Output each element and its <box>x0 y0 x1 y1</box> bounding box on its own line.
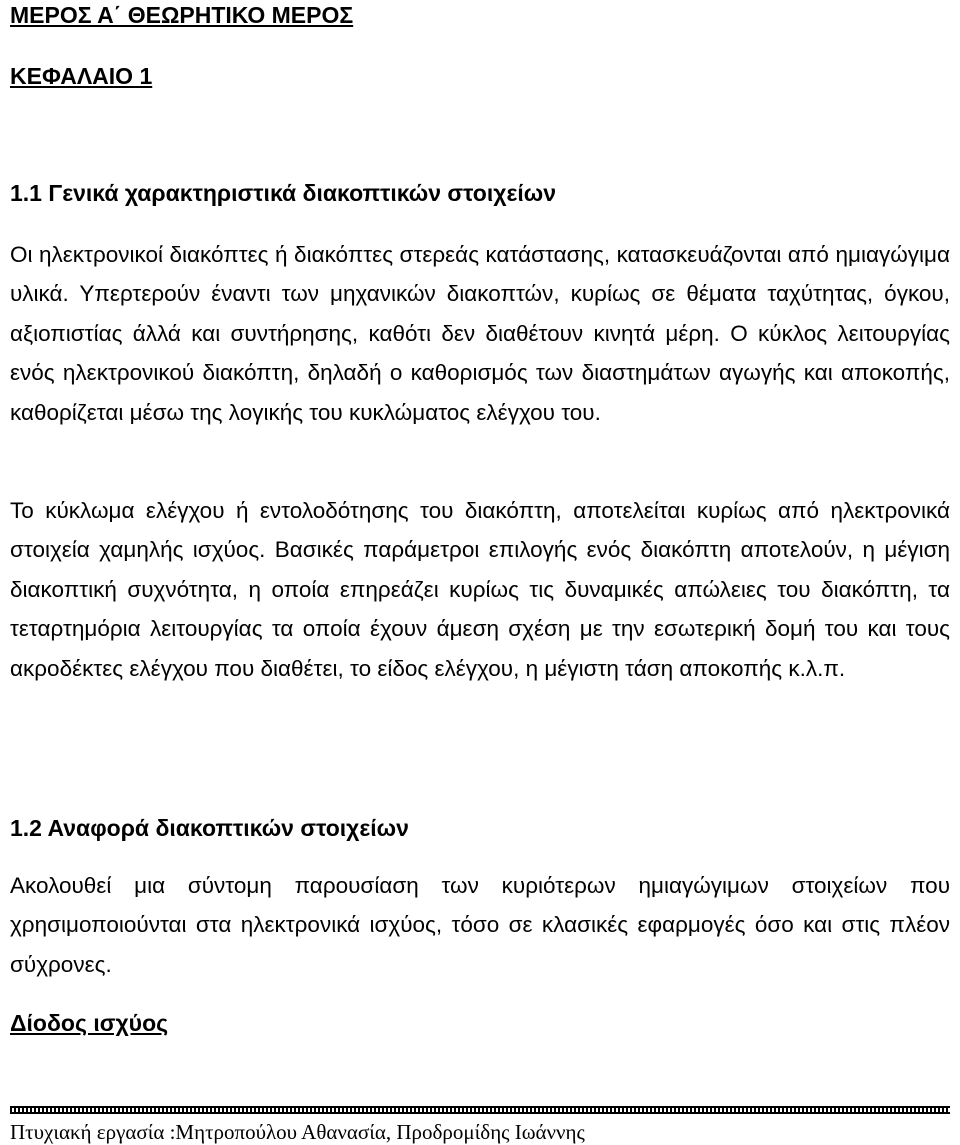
page-footer: Πτυχιακή εργασία :Μητροπούλου Αθανασία, Προδρομίδης Ιωάννης <box>10 1120 585 1144</box>
section-title-1-2: 1.2 Αναφορά διακοπτικών στοιχείων <box>10 815 409 841</box>
part-title: ΜΕΡΟΣ Α΄ ΘΕΩΡΗΤΙΚΟ ΜΕΡΟΣ <box>10 2 354 28</box>
section-title-1-1: 1.1 Γενικά χαρακτηριστικά διακοπτικών στοιχείων <box>10 180 556 206</box>
section-1-1-paragraph-2: Το κύκλωμα ελέγχου ή εντολοδότησης του διακόπτη, αποτελείται κυρίως από ηλεκτρονικά στοιχεία χαμηλής ισχύος. Βασικές παράμετροι επιλογής ενός διακόπτη αποτελούν, η μέγιση διακοπτική συχνότητα, η οποία επηρεάζει κυρίως τις δυναμικές απώλειες του διακόπτη, τα τεταρτημόρια λειτουργίας τα οποία έχουν άμεση σχέση με την εσωτερική δομή του και τους ακροδέκτες ελέγχου που διαθέτει, το είδος ελέγχου, η μέγιστη τάση αποκοπής κ.λ.π. <box>10 498 950 681</box>
section-1-1-paragraph-1: Οι ηλεκτρονικοί διακόπτες ή διακόπτες στερεάς κατάστασης, κατασκευάζονται από ημιαγώγιμα υλικά. Υπερτερούν έναντι των μηχανικών διακοπτών, κυρίως σε θέματα ταχύτητας, όγκου, αξιοπιστίας άλλά και συντήρησης, καθότι δεν διαθέτουν κινητά μέρη. Ο κύκλος λειτουργίας ενός ηλεκτρονικού διακόπτη, δηλαδή ο καθορισμός των διαστημάτων αγωγής και αποκοπής, καθορίζεται μέσω της λογικής του κυκλώματος ελέγχου του. <box>10 242 950 425</box>
subsection-title: Δίοδος ισχύος <box>10 1010 169 1036</box>
chapter-title: ΚΕΦΑΛΑΙΟ 1 <box>10 63 153 89</box>
section-1-2-paragraph-1: Ακολουθεί μια σύντομη παρουσίαση των κυριότερων ημιαγώγιμων στοιχείων που χρησιμοποιούνται στα ηλεκτρονικά ισχύος, τόσο σε κλασικές εφαρμογές όσο και στις πλέον σύχρονες. <box>10 873 950 977</box>
footer-divider <box>10 1106 950 1114</box>
